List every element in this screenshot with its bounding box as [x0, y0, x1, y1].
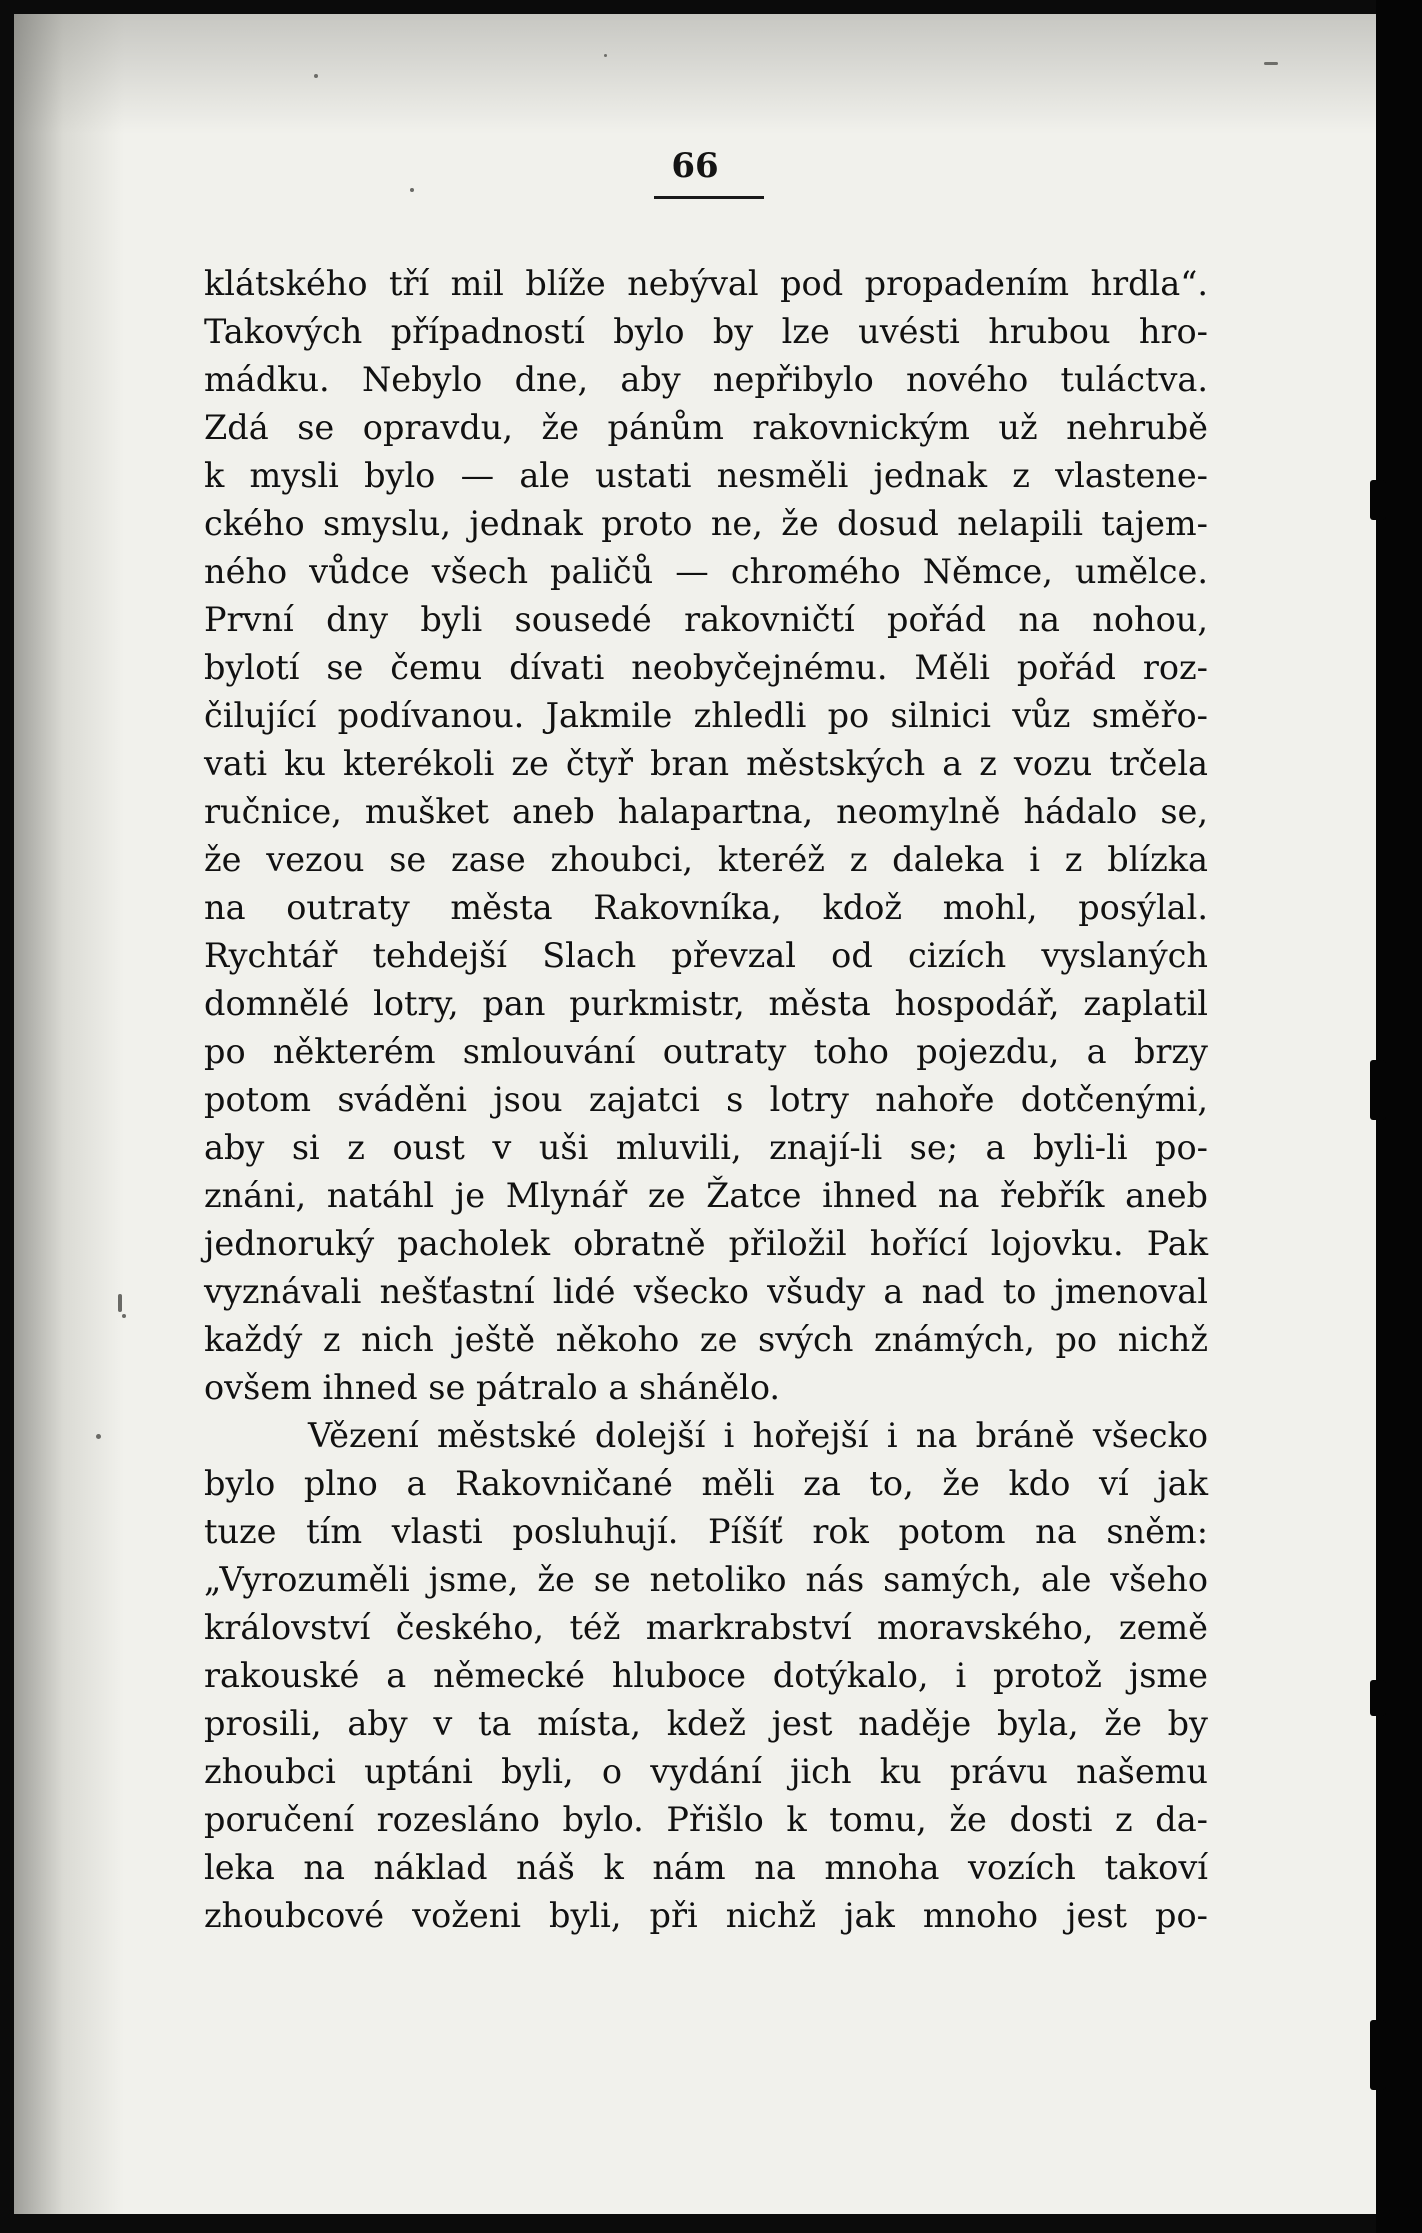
text-line: Zdá se opravdu, že pánům rakovnickým už nehrubě	[204, 408, 1208, 447]
text-line: zhoubcové voženi byli, při nichž jak mnoho jest po-	[204, 1896, 1208, 1935]
text-line: aby si z oust v uši mluvili, znají-li se; a byli-li po-	[204, 1128, 1208, 1167]
text-line: ručnice, mušket aneb halapartna, neomylně hádalo se,	[204, 792, 1208, 831]
text-line: Vězení městské dolejší i hořejší i na bráně všecko	[308, 1416, 1208, 1455]
text-line: bylo plno a Rakovničané měli za to, že kdo ví jak	[204, 1464, 1208, 1503]
text-line: ného vůdce všech paličů — chromého Němce, umělce.	[204, 552, 1208, 591]
text-line: ovšem ihned se pátralo a shánělo.	[204, 1368, 781, 1407]
scan-speck	[604, 54, 607, 57]
text-line: leka na náklad náš k nám na mnoha vozích takoví	[204, 1848, 1208, 1887]
scan-edge-mark	[1370, 2020, 1386, 2090]
text-line: k mysli bylo — ale ustati nesměli jednak z vlastene-	[204, 456, 1208, 495]
text-line: království českého, též markrabství moravského, země	[204, 1608, 1208, 1647]
scan-edge-mark	[1370, 1680, 1386, 1716]
scan-speck	[118, 1294, 122, 1312]
text-line: čilující podívanou. Jakmile zhledli po silnici vůz směřo-	[204, 696, 1208, 735]
text-line: ckého smyslu, jednak proto ne, že dosud nelapili tajem-	[204, 504, 1208, 543]
body-text	[204, 260, 1208, 1940]
text-line: znáni, natáhl je Mlynář ze Žatce ihned na řebřík aneb	[204, 1176, 1208, 1215]
text-line: klátského tří mil blíže nebýval pod propadením hrdla“.	[204, 264, 1208, 303]
scan-edge-mark	[1370, 480, 1386, 520]
text-line: vati ku kterékoli ze čtyř bran městských a z vozu trčela	[204, 744, 1208, 783]
paragraph-2	[204, 1412, 1208, 1940]
scan-speck	[96, 1434, 101, 1439]
text-line: „Vyrozuměli jsme, že se netoliko nás samých, ale všeho	[204, 1560, 1208, 1599]
text-line: poručení rozesláno bylo. Přišlo k tomu, že dosti z da-	[204, 1800, 1208, 1839]
paragraph-1	[204, 260, 1208, 1412]
text-line: na outraty města Rakovníka, kdož mohl, posýlal.	[204, 888, 1208, 927]
book-page	[14, 14, 1376, 2214]
text-line: Takových případností bylo by lze uvésti hrubou hro-	[204, 312, 1208, 351]
text-line: potom sváděni jsou zajatci s lotry nahoře dotčenými,	[204, 1080, 1208, 1119]
text-line: mádku. Nebylo dne, aby nepřibylo nového tuláctva.	[204, 360, 1208, 399]
text-line: vyznávali nešťastní lidé všecko všudy a nad to jmenoval	[204, 1272, 1208, 1311]
scan-edge-mark	[1370, 1060, 1386, 1120]
text-line: bylotí se čemu dívati neobyčejnému. Měli pořád roz-	[204, 648, 1208, 687]
text-line: prosili, aby v ta místa, kdež jest naděje byla, že by	[204, 1704, 1208, 1743]
page-number-underline	[654, 196, 764, 199]
scan-speck	[122, 1314, 126, 1318]
text-line: rakouské a německé hluboce dotýkalo, i protož jsme	[204, 1656, 1208, 1695]
text-line: že vezou se zase zhoubci, kteréž z daleka i z blízka	[204, 840, 1208, 879]
text-line: každý z nich ještě někoho ze svých známých, po nichž	[204, 1320, 1208, 1359]
text-line: zhoubci uptáni byli, o vydání jich ku právu našemu	[204, 1752, 1208, 1791]
text-line: tuze tím vlasti posluhují. Píšíť rok potom na sněm:	[204, 1512, 1208, 1551]
scan-speck	[314, 74, 318, 78]
text-line: po některém smlouvání outraty toho pojezdu, a brzy	[204, 1032, 1208, 1071]
page-number: 66	[671, 146, 719, 186]
scan-speck	[410, 188, 414, 192]
scan-speck	[1264, 62, 1278, 65]
text-line: domnělé lotry, pan purkmistr, města hospodář, zaplatil	[204, 984, 1208, 1023]
text-line: První dny byli sousedé rakovničtí pořád na nohou,	[204, 600, 1208, 639]
text-line: jednoruký pacholek obratně přiložil hořící lojovku. Pak	[204, 1224, 1208, 1263]
text-line: Rychtář tehdejší Slach převzal od cizích vyslaných	[204, 936, 1208, 975]
